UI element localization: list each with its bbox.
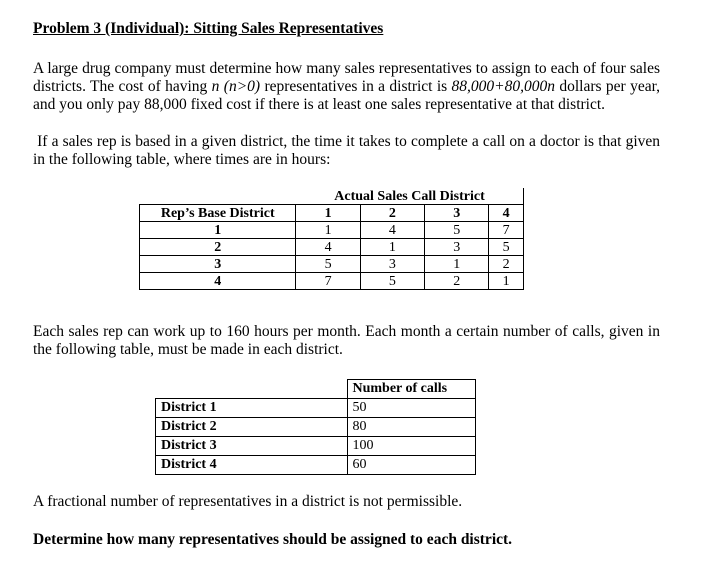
table-cell: 2 <box>425 273 489 290</box>
calls-header: Number of calls <box>347 380 476 399</box>
row-label: 3 <box>140 256 296 273</box>
column-header: 1 <box>296 205 360 222</box>
table-row <box>140 222 524 239</box>
table-row <box>156 456 476 475</box>
calls-value: 50 <box>347 399 476 418</box>
table-row <box>156 399 476 418</box>
table-cell: 5 <box>360 273 424 290</box>
paragraph-question: Determine how many representatives should be assigned to each district. <box>33 531 513 548</box>
row-label: 4 <box>140 273 296 290</box>
p1-n-expression: n (n>0) <box>211 78 261 95</box>
calls-corner-blank <box>156 380 348 399</box>
calls-value: 60 <box>347 456 476 475</box>
table-cell: 5 <box>296 256 360 273</box>
table-row <box>156 418 476 437</box>
column-header: 4 <box>489 205 524 222</box>
column-header: 3 <box>425 205 489 222</box>
row-label: 2 <box>140 239 296 256</box>
district-label: District 4 <box>156 456 348 475</box>
table-cell: 5 <box>425 222 489 239</box>
table-row <box>140 273 524 290</box>
table-row <box>156 437 476 456</box>
table-cell: 3 <box>360 256 424 273</box>
table-cell: 7 <box>489 222 524 239</box>
table-header-row <box>140 188 524 205</box>
table-cell: 3 <box>425 239 489 256</box>
problem-title: Problem 3 (Individual): Sitting Sales Representatives <box>33 20 384 37</box>
paragraph-calls-intro: Each sales rep can work up to 160 hours per month. Each month a certain number of calls, given in the following table, must be made in each district. <box>33 323 660 358</box>
p1-cost-expression: 88,000+80,000n <box>451 78 556 95</box>
table-cell: 1 <box>296 222 360 239</box>
table-cell: 1 <box>425 256 489 273</box>
district-label: District 1 <box>156 399 348 418</box>
table-column-header-row <box>140 205 524 222</box>
table-cell: 2 <box>489 256 524 273</box>
paragraph-call-time-intro <box>33 133 660 169</box>
table-cell: 1 <box>489 273 524 290</box>
calls-value: 100 <box>347 437 476 456</box>
p2-text: If a sales rep is based in a given district, the time it takes to complete a call on a doctor is that given in the following table, where times are in hours: <box>33 133 661 168</box>
paragraph-fractional-note: A fractional number of representatives in a district is not permissible. <box>33 493 463 510</box>
row-label: 1 <box>140 222 296 239</box>
table-cell: 4 <box>360 222 424 239</box>
column-header: 2 <box>360 205 424 222</box>
table-cell: 7 <box>296 273 360 290</box>
district-label: District 3 <box>156 437 348 456</box>
p1-text-a: A large drug company must determine how many sales representatives to assign to each of four sales districts. The cost of having <box>33 60 660 95</box>
base-district-header: Rep’s Base District <box>140 205 296 222</box>
table-cell: 4 <box>296 239 360 256</box>
calls-table <box>155 379 476 475</box>
table-row <box>140 239 524 256</box>
district-label: District 2 <box>156 418 348 437</box>
table-cell: 5 <box>489 239 524 256</box>
calls-header-row <box>156 380 476 399</box>
table-cell: 1 <box>360 239 424 256</box>
paragraph-problem-description <box>33 60 660 114</box>
actual-district-header: Actual Sales Call District <box>296 188 524 205</box>
table-corner-blank <box>140 188 296 205</box>
p1-text-b: representatives in a district is <box>260 78 452 95</box>
calls-value: 80 <box>347 418 476 437</box>
p1-text-c: dollars per year, and you only pay 88,000 fixed cost if there is at least one sales representative at that district. <box>33 78 661 113</box>
call-time-table <box>139 188 524 290</box>
table-row <box>140 256 524 273</box>
